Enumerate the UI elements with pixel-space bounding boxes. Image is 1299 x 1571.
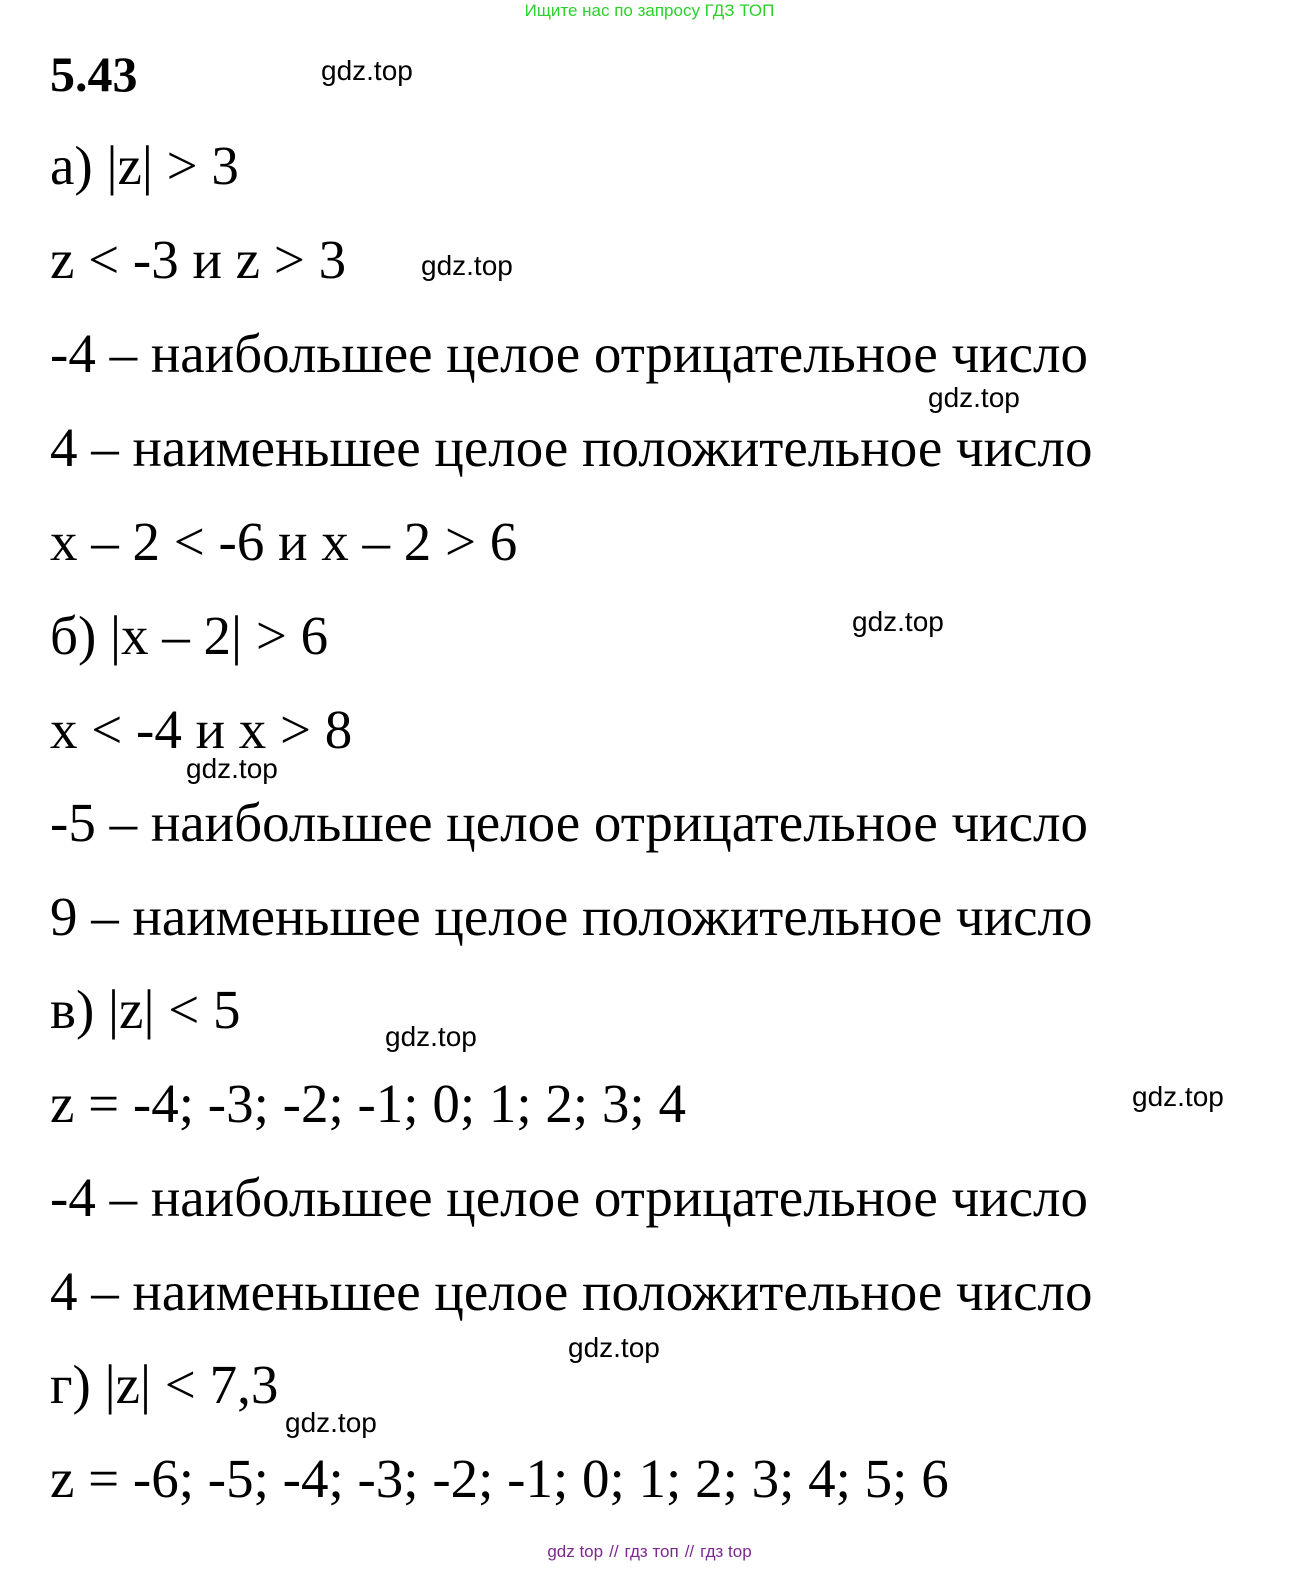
footer-separator: // — [684, 1542, 695, 1561]
solution-line: -5 – наибольшее целое отрицательное число — [50, 792, 1088, 853]
solution-line: x – 2 < -6 и x – 2 > 6 — [50, 511, 518, 572]
watermark: gdz.top — [852, 606, 944, 637]
footer-text: gdz top — [547, 1542, 604, 1561]
watermark: gdz.top — [321, 55, 413, 86]
solution-line: x < -4 и x > 8 — [50, 699, 353, 760]
footer-watermark — [0, 1542, 1299, 1562]
watermark: gdz.top — [385, 1021, 477, 1052]
solution-line: 4 – наименьшее целое положительное число — [50, 417, 1093, 478]
solution-line: z = -4; -3; -2; -1; 0; 1; 2; 3; 4 — [50, 1073, 686, 1134]
solution-line: 4 – наименьшее целое положительное число — [50, 1261, 1093, 1322]
watermark: gdz.top — [186, 753, 278, 784]
watermark: gdz.top — [421, 250, 513, 281]
solution-line: z = -6; -5; -4; -3; -2; -1; 0; 1; 2; 3; 4; 5; 6 — [50, 1448, 949, 1509]
watermark: gdz.top — [928, 382, 1020, 413]
part-a-heading: а) |z| > 3 — [50, 135, 239, 196]
watermark: gdz.top — [568, 1332, 660, 1363]
part-v-heading: в) |z| < 5 — [50, 979, 241, 1040]
solution-line: -4 – наибольшее целое отрицательное число — [50, 1167, 1088, 1228]
solution-line: z < -3 и z > 3 — [50, 229, 347, 290]
solution-line: -4 – наибольшее целое отрицательное число — [50, 323, 1088, 384]
problem-number: 5.43 — [50, 46, 138, 102]
footer-text: гдз топ — [624, 1542, 679, 1561]
footer-text: гдз top — [700, 1542, 752, 1561]
footer-separator: // — [609, 1542, 619, 1561]
watermark: gdz.top — [1132, 1081, 1224, 1112]
part-b-heading: б) |x – 2| > 6 — [50, 605, 329, 666]
solution-line: 9 – наименьшее целое положительное число — [50, 886, 1093, 947]
watermark: gdz.top — [285, 1407, 377, 1438]
top-banner: Ищите нас по запросу ГДЗ ТОП — [524, 1, 775, 20]
part-g-heading: г) |z| < 7,3 — [50, 1354, 279, 1415]
